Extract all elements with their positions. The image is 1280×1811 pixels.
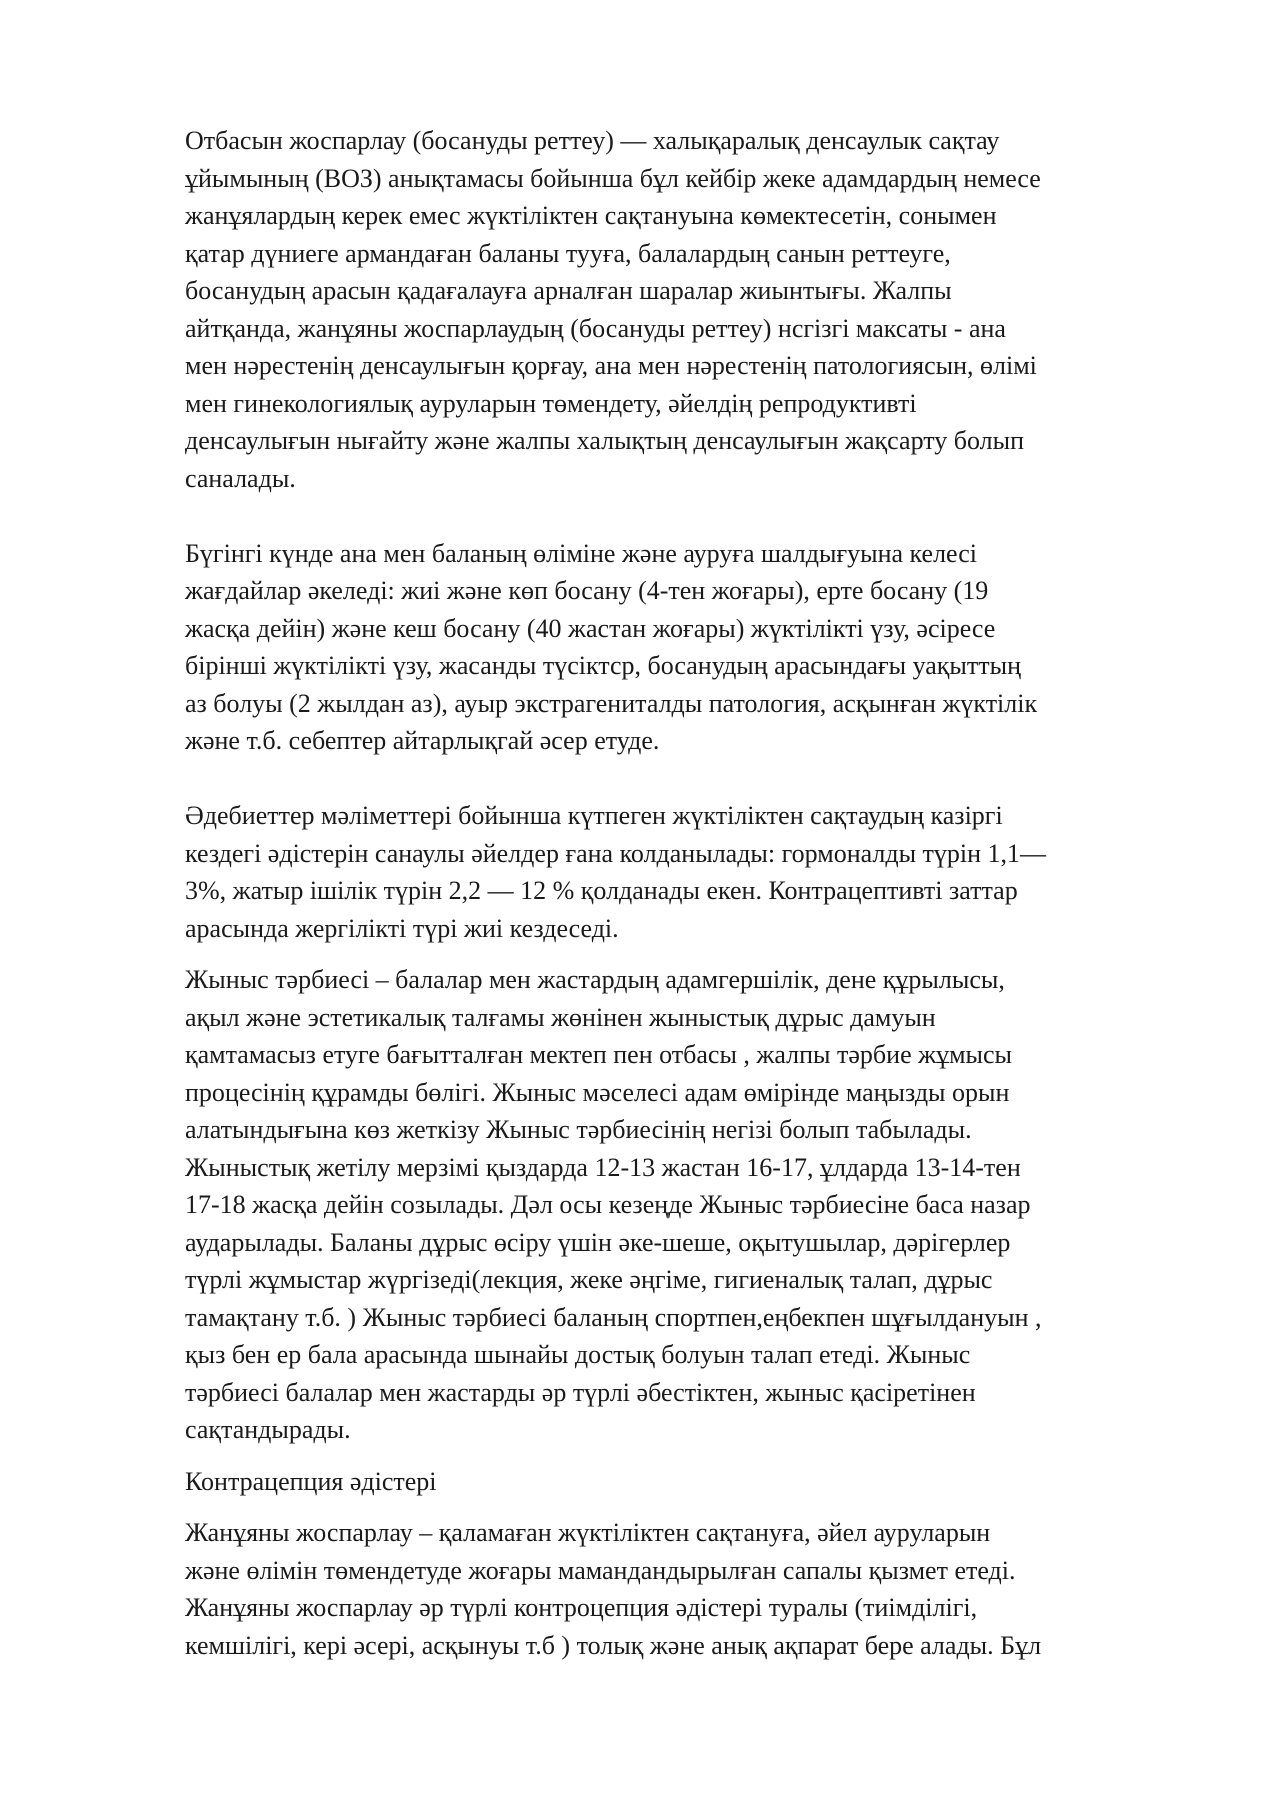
- paragraph-spacer: [185, 497, 1195, 535]
- text-line: жасқа дейін) және кеш босану (40 жастан жоғары) жүктілікті үзу, әсіресе: [185, 613, 996, 643]
- text-line: Контрацепция әдістері: [185, 1466, 437, 1496]
- text-line: қатар дүниеге армандаған баланы тууға, балалардың санын реттеуге,: [185, 238, 951, 268]
- text-line: ақыл және эстетикалық талғамы жөнінен жыныстық дұрыс дамуын: [185, 1002, 936, 1032]
- text-line: аударылады. Баланы дұрыс өсіру үшін әке-шеше, оқытушылар, дәрігерлер: [185, 1227, 1011, 1257]
- text-line: айтқанда, жанұяны жоспарлаудың (босануды реттеу) нсгізгі максаты - ана: [185, 313, 1006, 343]
- text-line: қыз бен ер бала арасында шынайы достық болуын талап етеді. Жыныс: [185, 1340, 971, 1369]
- text-line: Отбасын жоспарлау (босануды реттеу) — халықаралық денсаулык сақтау: [185, 126, 1000, 155]
- paragraph-spacer: [185, 760, 1195, 798]
- paragraph-mortality-factors: [185, 535, 1195, 760]
- text-line: қамтамасыз етуге бағытталған мектеп пен отбасы , жалпы тәрбие жұмысы: [185, 1040, 1012, 1069]
- paragraph-spacer: [185, 947, 1195, 961]
- text-line: алатындығына көз жеткізу Жыныс тәрбиесінің негізі болып табылады.: [185, 1115, 972, 1144]
- text-line: жағдайлар әкеледі: жиі және көп босану (4-тен жоғары), ерте босану (19: [185, 576, 989, 605]
- text-line: босанудың арасын қадағалауға арналған шаралар жиынтығы. Жалпы: [185, 276, 952, 305]
- text-line: Жанұяны жоспарлау әр түрлі контроцепция әдістері туралы (тиімділігі,: [185, 1593, 978, 1622]
- text-line: және т.б. себептер айтарлықгай әсер етуде.: [185, 726, 660, 755]
- text-line: және өлімін төмендетуде жоғары мамандандырылған сапалы қызмет етеді.: [185, 1555, 1016, 1585]
- text-line: аз болуы (2 жылдан аз), ауыр экстрагениталды патология, асқынған жүктілік: [185, 688, 1038, 718]
- text-line: мен гинекологиялық ауруларын төмендету, әйелдің репродуктивті: [185, 388, 917, 418]
- text-line: тамақтану т.б. ) Жыныс тәрбиесі баланың спортпен,еңбекпен шұғылдануын ,: [185, 1302, 1042, 1332]
- paragraph-sex-education: [185, 961, 1195, 1449]
- document-body: [185, 122, 1195, 1664]
- text-line: кемшілігі, кері әсері, асқынуы т.б ) толық және анық ақпарат бере алады. Бұл: [185, 1630, 1042, 1660]
- paragraph-spacer: [185, 1449, 1195, 1463]
- text-line: мен нәрестенің денсаулығын қорғау, ана мен нәрестенің патологиясын, өлімі: [185, 351, 1037, 380]
- text-line: арасында жергілікті түрі жиі кездеседі.: [185, 913, 619, 943]
- text-line: Жыныс тәрбиесі – балалар мен жастардың адамгершілік, дене құрылысы,: [185, 965, 1005, 994]
- text-line: кездегі әдістерін санаулы әйелдер ғана колданылады: гормоналды түрін 1,1—: [185, 838, 1047, 868]
- text-line: 3%, жатыр ішілік түрін 2,2 — 12 % қолданады екен. Контрацептивті заттар: [185, 876, 1018, 905]
- paragraph-family-planning-services: [185, 1514, 1195, 1664]
- text-line: ұйымының (ВОЗ) анықтамасы бойынша бұл кейбір жеке адамдардың немесе: [185, 163, 1041, 193]
- text-line: процесінің құрамды бөлігі. Жыныс мәселесі адам өмірінде маңызды орын: [185, 1077, 1010, 1107]
- paragraph-literature-data: [185, 797, 1195, 947]
- text-line: түрлі жұмыстар жүргізеді(лекция, жеке әңгіме, гигиеналық талап, дұрыс: [185, 1265, 993, 1294]
- text-line: жанұялардың керек емес жүктіліктен сақтануына көмектесетін, сонымен: [185, 201, 997, 230]
- text-line: Бүгінгі күнде ана мен баланың өліміне және ауруға шалдығуына келесі: [185, 538, 978, 568]
- text-line: денсаулығын нығайту және жалпы халықтың денсаулығын жақсарту болып: [185, 426, 1024, 455]
- text-line: саналады.: [185, 463, 296, 493]
- paragraph-family-planning-definition: [185, 122, 1195, 497]
- text-line: сақтандырады.: [185, 1415, 351, 1444]
- paragraph-spacer: [185, 1500, 1195, 1514]
- text-line: Жанұяны жоспарлау – қаламаған жүктіліктен сақтануға, әйел ауруларын: [185, 1518, 991, 1547]
- text-line: бірінші жүктілікті үзу, жасанды түсіктср, босанудың арасындағы уақыттың: [185, 651, 1021, 680]
- text-line: 17-18 жасқа дейін созылады. Дәл осы кезеңде Жыныс тәрбиесіне баса назар: [185, 1190, 1031, 1219]
- section-heading-contraception-methods: [185, 1463, 1195, 1501]
- text-line: Әдебиеттер мәліметтері бойынша күтпеген жүктіліктен сақтаудың казіргі: [185, 801, 1003, 830]
- text-line: Жыныстық жетілу мерзімі қыздарда 12-13 жастан 16-17, ұлдарда 13-14-тен: [185, 1152, 1021, 1182]
- text-line: тәрбиесі балалар мен жастарды әр түрлі әбестіктен, жыныс қасіретінен: [185, 1377, 976, 1407]
